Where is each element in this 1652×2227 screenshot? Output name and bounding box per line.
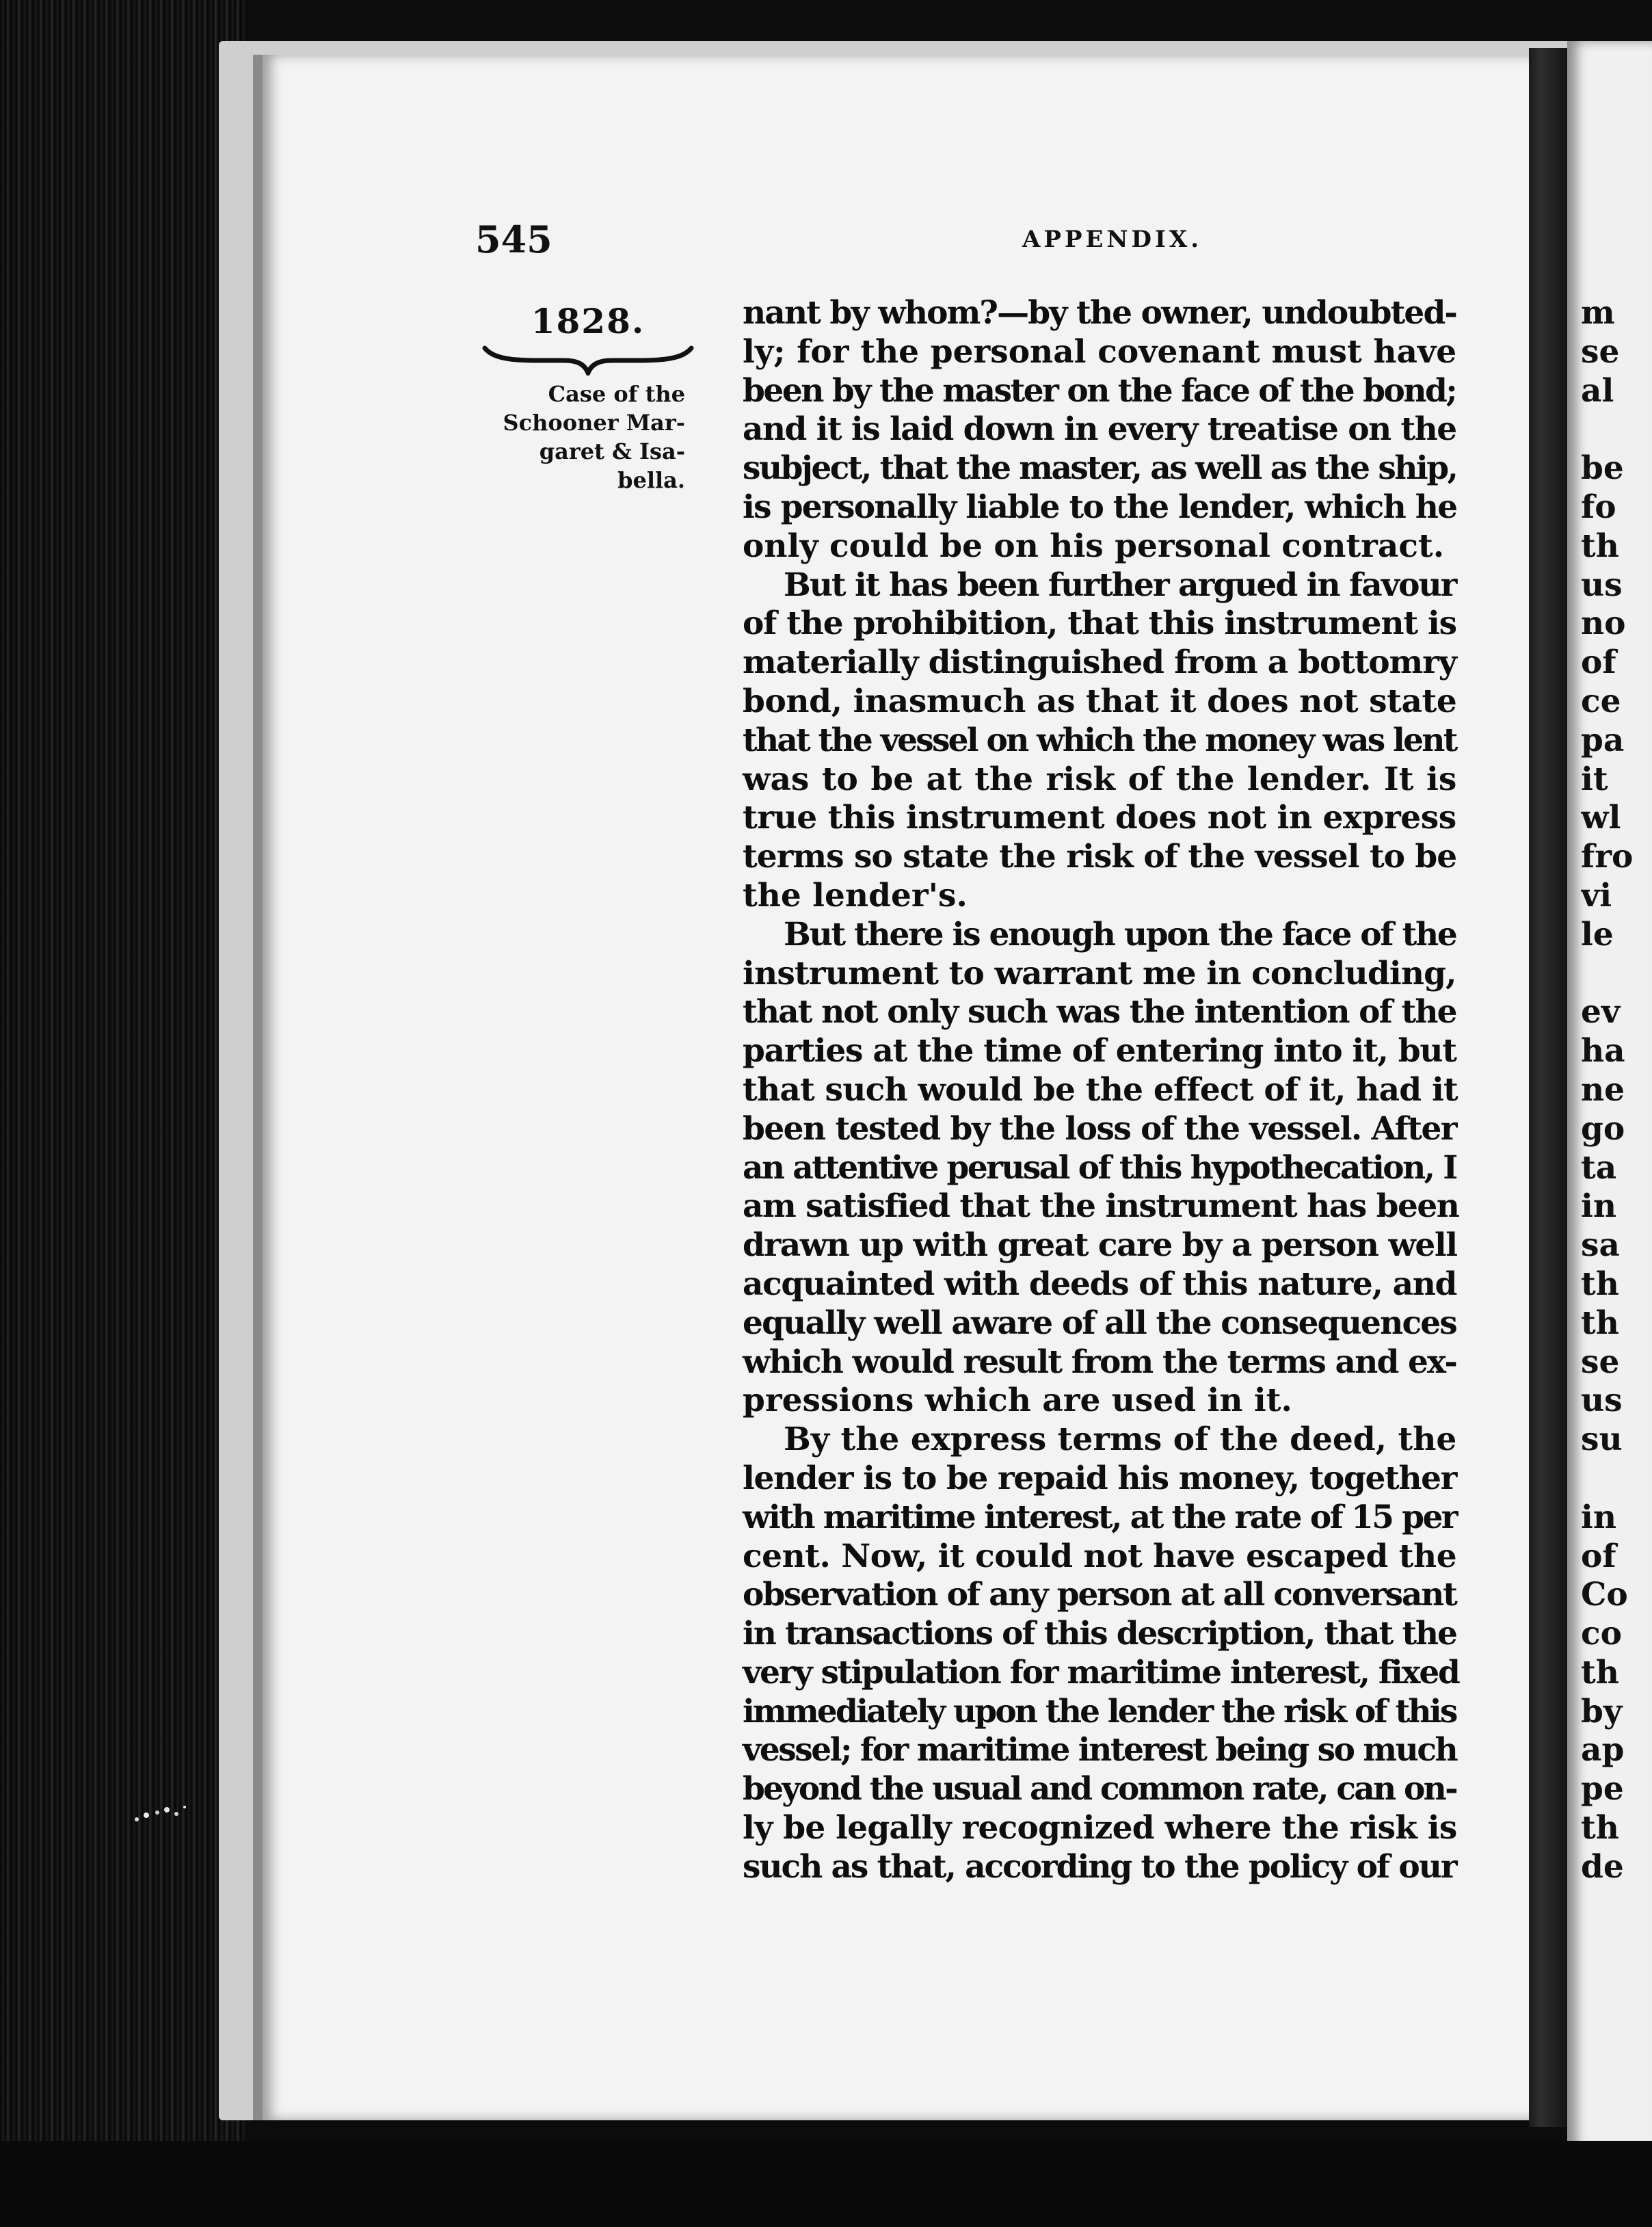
body-line: vessel; for maritime interest being so much xyxy=(743,1731,1457,1769)
facing-page-fragment: th xyxy=(1581,1653,1619,1691)
gutter-shadow xyxy=(1529,48,1567,2127)
facing-page-fragment: th xyxy=(1581,527,1619,565)
facing-page-fragment: us xyxy=(1581,566,1623,604)
facing-page-fragment xyxy=(1581,410,1652,449)
margin-note-line: Schooner Mar- xyxy=(503,410,685,436)
body-line: true this instrument does not in express xyxy=(743,799,1456,837)
body-line: cent. Now, it could not have escaped the xyxy=(743,1537,1457,1575)
body-line: the lender's. xyxy=(743,876,968,914)
facing-page-fragment: go xyxy=(1581,1109,1625,1148)
facing-page-fragment: of xyxy=(1581,644,1616,682)
margin-note-line: garet & Isa- xyxy=(539,438,685,464)
facing-page-fragment xyxy=(1581,955,1652,994)
facing-page-fragment: de xyxy=(1581,1847,1624,1886)
facing-page-fragment: in xyxy=(1581,1498,1617,1536)
facing-page-fragment: le xyxy=(1581,915,1614,953)
body-line: in transactions of this description, that the xyxy=(743,1615,1456,1653)
body-line: instrument to warrant me in concluding, xyxy=(743,954,1456,992)
body-line: an attentive perusal of this hypothecation, I xyxy=(743,1148,1456,1187)
body-line: materially distinguished from a bottomry xyxy=(743,644,1456,682)
margin-note-text xyxy=(479,380,697,495)
facing-page-fragment: pe xyxy=(1581,1770,1624,1808)
facing-page-fragment: be xyxy=(1581,449,1624,488)
curly-brace-icon xyxy=(482,344,694,375)
page-number: 545 xyxy=(475,218,552,261)
body-line: that not only such was the intention of the xyxy=(743,993,1456,1031)
facing-page-fragment: ta xyxy=(1581,1148,1617,1187)
facing-page-fragment: se xyxy=(1581,332,1620,371)
body-line: with maritime interest, at the rate of 15 per xyxy=(743,1498,1457,1536)
facing-page-fragment: pa xyxy=(1581,721,1625,759)
facing-page-fragment: co xyxy=(1581,1615,1622,1653)
facing-page-fragment: wl xyxy=(1581,799,1621,837)
body-line: was to be at the risk of the lender. It is xyxy=(743,760,1457,798)
body-line: been by the master on the face of the bond; xyxy=(743,371,1456,410)
body-line: such as that, according to the policy of our xyxy=(743,1847,1456,1886)
margin-note-line: Case of the xyxy=(548,381,685,407)
body-line: lender is to be repaid his money, together xyxy=(743,1459,1457,1497)
facing-page-fragment: ne xyxy=(1581,1070,1625,1109)
body-line: immediately upon the lender the risk of this xyxy=(743,1692,1456,1730)
facing-page-fragment: Co xyxy=(1581,1576,1628,1614)
paper-speck-marks xyxy=(123,1792,205,1840)
body-line: bond, inasmuch as that it does not state xyxy=(743,682,1457,720)
body-line: By the express terms of the deed, the xyxy=(784,1421,1457,1459)
facing-page-fragment: of xyxy=(1581,1537,1616,1575)
body-line: observation of any person at all conversant xyxy=(743,1576,1456,1614)
body-line: pressions which are used in it. xyxy=(743,1382,1292,1420)
facing-page-fragment: ap xyxy=(1581,1731,1625,1769)
body-line: acquainted with deeds of this nature, and xyxy=(743,1265,1457,1303)
body-line: been tested by the loss of the vessel. After xyxy=(743,1109,1457,1148)
body-line: ly be legally recognized where the risk is xyxy=(743,1809,1457,1847)
margin-note xyxy=(479,301,697,495)
body-line: beyond the usual and common rate, can on- xyxy=(743,1770,1456,1808)
body-line: But it has been further argued in favour xyxy=(784,566,1456,604)
facing-page-fragment: ce xyxy=(1581,682,1621,720)
facing-page-fragment: se xyxy=(1581,1343,1620,1381)
facing-page-fragment: ha xyxy=(1581,1032,1625,1070)
body-line: that such would be the effect of it, had it xyxy=(743,1070,1458,1109)
running-head xyxy=(475,218,1467,272)
facing-page-fragment: m xyxy=(1581,294,1615,332)
facing-page-fragment: us xyxy=(1581,1382,1623,1420)
facing-page-fragment xyxy=(1581,1460,1652,1499)
body-line: is personally liable to the lender, which he xyxy=(743,488,1457,526)
body-line: equally well aware of all the consequences xyxy=(743,1304,1456,1342)
facing-page-fragment: th xyxy=(1581,1265,1619,1303)
facing-page-fragment: fo xyxy=(1581,488,1616,526)
facing-page-fragment: it xyxy=(1581,760,1608,798)
facing-page-fragment: in xyxy=(1581,1187,1617,1226)
facing-page-fragment: th xyxy=(1581,1304,1619,1342)
body-line: ly; for the personal covenant must have xyxy=(743,332,1457,371)
margin-note-line: bella. xyxy=(617,467,685,493)
facing-page-fragment: by xyxy=(1581,1692,1623,1730)
body-line: only could be on his personal contract. xyxy=(743,527,1445,565)
running-head-title: APPENDIX. xyxy=(1022,226,1203,253)
body-line: parties at the time of entering into it, but xyxy=(743,1032,1456,1070)
body-line: and it is laid down in every treatise on the xyxy=(743,410,1456,449)
body-text xyxy=(743,294,1459,1887)
facing-page-fragment: fro xyxy=(1581,838,1634,876)
facing-page-fragment: su xyxy=(1581,1421,1623,1459)
body-line: subject, that the master, as well as the ship, xyxy=(743,449,1457,488)
body-line: which would result from the terms and ex- xyxy=(743,1343,1457,1381)
book-binding xyxy=(0,0,246,2227)
facing-page-fragment: th xyxy=(1581,1809,1619,1847)
facing-page-fragment: sa xyxy=(1581,1226,1620,1265)
body-line: nant by whom?—by the owner, undoubted- xyxy=(743,294,1457,332)
facing-page-text xyxy=(1581,294,1652,1887)
body-line: terms so state the risk of the vessel to be xyxy=(743,838,1457,876)
body-line: very stipulation for maritime interest, fixed xyxy=(743,1653,1459,1691)
facing-page-fragment: vi xyxy=(1581,876,1612,914)
body-line: drawn up with great care by a person well xyxy=(743,1226,1457,1265)
facing-page-fragment: no xyxy=(1581,605,1626,643)
margin-note-year: 1828. xyxy=(531,301,645,341)
body-line: But there is enough upon the face of the xyxy=(784,915,1456,953)
facing-page-fragment: ev xyxy=(1581,993,1621,1031)
facing-page-fragment: al xyxy=(1581,371,1614,410)
body-line: am satisfied that the instrument has been xyxy=(743,1187,1459,1226)
body-line: that the vessel on which the money was lent xyxy=(743,721,1456,759)
body-line: of the prohibition, that this instrument is xyxy=(743,605,1456,643)
scan-bottom-edge xyxy=(0,2141,1652,2227)
